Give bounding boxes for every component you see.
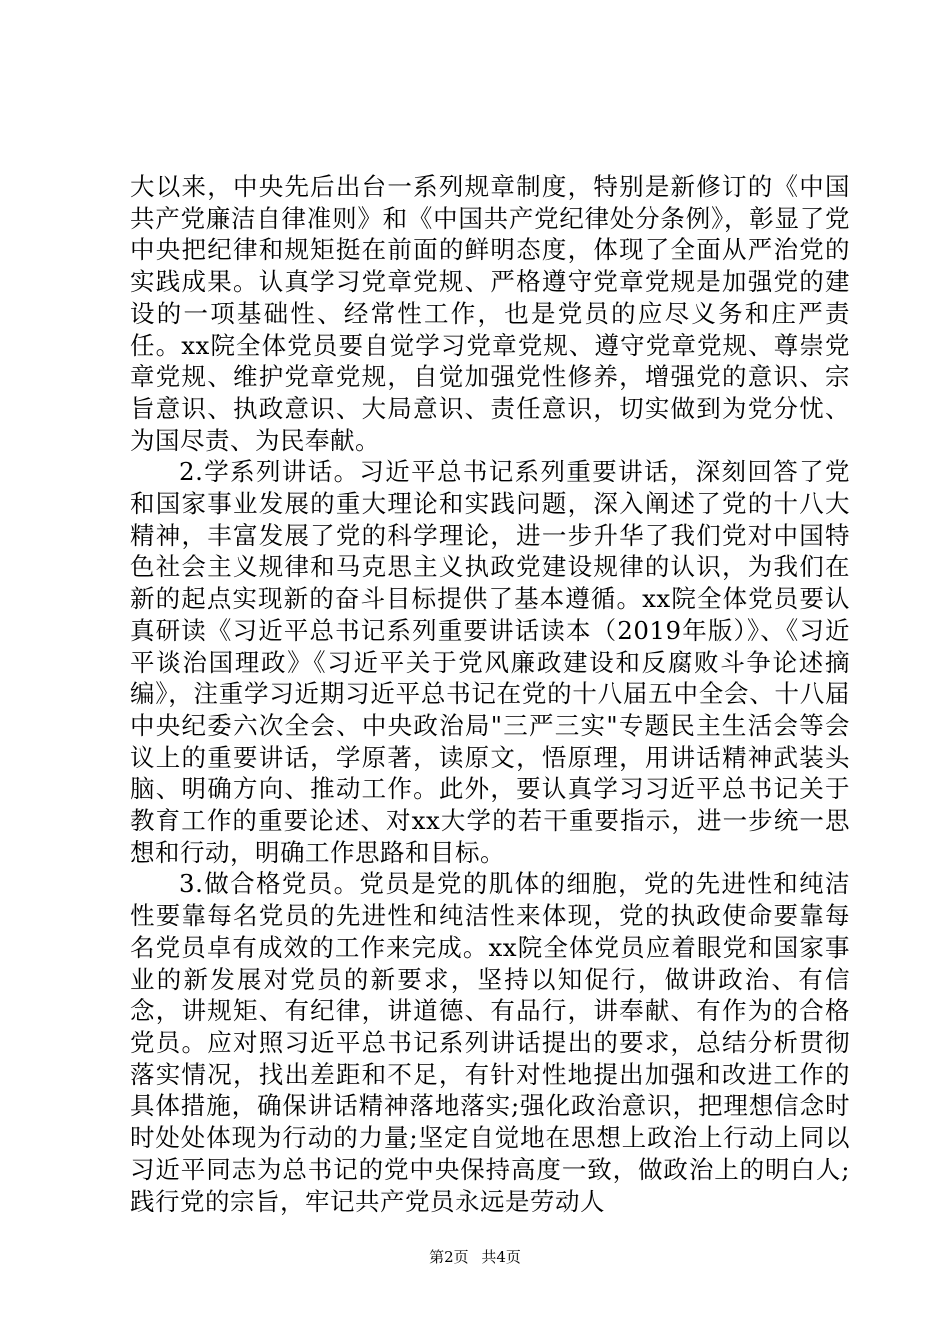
paragraph-continuation: 大以来，中央先后出台一系列规章制度，特别是新修订的《中国共产党廉洁自律准则》和《中国共产党纪律处分条例》，彰显了党中央把纪律和规矩挺在前面的鲜明态度，体现了全面从严治党的实践成果。认真学习党章党规、严格遵守党章党规是加强党的建设的一项基础性、经常性工作，也是党员的应尽义务和庄严责任。xx院全体党员要自觉学习党章党规、遵守党章党规、尊崇党章党规、维护党章党规，自觉加强党性修养，增强党的意识、宗旨意识、执政意识、大局意识、责任意识，切实做到为党分忧、为国尽责、为民奉献。: [130, 172, 850, 455]
page-number: 第2页: [429, 1248, 469, 1266]
page-footer: [0, 1247, 950, 1267]
paragraph-qualified-member: 3.做合格党员。党员是党的肌体的细胞，党的先进性和纯洁性要靠每名党员的先进性和纯洁性来体现，党的执政使命要靠每名党员卓有成效的工作来完成。xx院全体党员应着眼党和国家事业的新发展对党员的新要求，坚持以知促行，做讲政治、有信念，讲规矩、有纪律，讲道德、有品行，讲奉献、有作为的合格党员。应对照习近平总书记系列讲话提出的要求，总结分析贯彻落实情况，找出差距和不足，有针对性地提出加强和改进工作的具体措施，确保讲话精神落地落实;强化政治意识，把理想信念时时处处体现为行动的力量;坚定自觉地在思想上政治上行动上同以习近平同志为总书记的党中央保持高度一致，做政治上的明白人;践行党的宗旨，牢记共产党员永远是劳动人: [130, 869, 850, 1216]
paragraph-study-speeches: 2.学系列讲话。习近平总书记系列重要讲话，深刻回答了党和国家事业发展的重大理论和实践问题，深入阐述了党的十八大精神，丰富发展了党的科学理论，进一步升华了我们党对中国特色社会主义规律和马克思主义执政党建设规律的认识，为我们在新的起点实现新的奋斗目标提供了基本遵循。xx院全体党员要认真研读《习近平总书记系列重要讲话读本（2019年版）》、《习近平谈治国理政》《习近平关于党风廉政建设和反腐败斗争论述摘编》，注重学习近期习近平总书记在党的十八届五中全会、十八届中央纪委六次全会、中央政治局"三严三实"专题民主生活会等会议上的重要讲话，学原著，读原文，悟原理，用讲话精神武装头脑、明确方向、推动工作。此外，要认真学习习近平总书记关于教育工作的重要论述、对xx大学的若干重要指示，进一步统一思想和行动，明确工作思路和目标。: [130, 457, 850, 867]
page-total: 共4页: [481, 1248, 521, 1266]
document-body: [130, 171, 850, 1217]
